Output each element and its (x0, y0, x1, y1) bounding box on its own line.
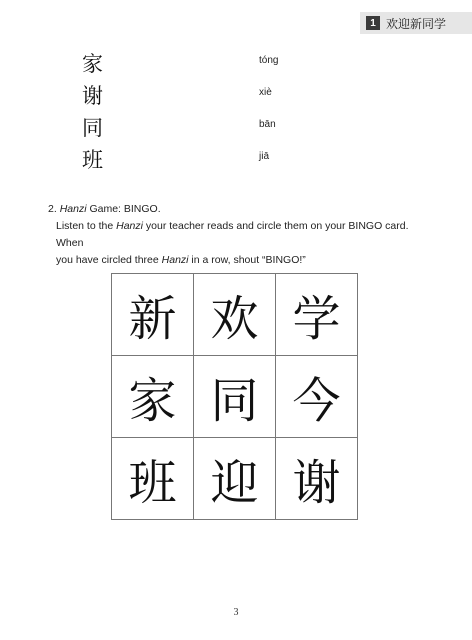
bingo-cell[interactable]: 学 (276, 274, 358, 356)
bingo-row (112, 438, 358, 520)
lesson-number-badge: 1 (366, 16, 380, 30)
bingo-cell[interactable]: 家 (112, 356, 194, 438)
exercise-title-italic: Hanzi (59, 203, 87, 215)
exercise-title-rest: Game: BINGO. (86, 203, 161, 215)
match-pinyin: jiā (259, 151, 270, 162)
instruction-line-2: you have circled three Hanzi in a row, shout “BINGO!” (56, 254, 306, 266)
match-character: 家 (82, 52, 103, 76)
bingo-row (112, 356, 358, 438)
bingo-card (111, 273, 358, 520)
bingo-cell[interactable]: 班 (112, 438, 194, 520)
lesson-title: 欢迎新同学 (386, 16, 447, 31)
instruction-line-1: Listen to the Hanzi your teacher reads and circle them on your BINGO card. When (56, 220, 409, 249)
exercise-number: 2. (48, 203, 57, 215)
page-number: 3 (233, 607, 239, 618)
bingo-cell[interactable]: 新 (112, 274, 194, 356)
match-character: 谢 (82, 84, 103, 108)
match-pinyin: xiè (259, 87, 272, 98)
exercise-instructions (48, 201, 438, 269)
match-character: 同 (82, 116, 103, 140)
bingo-cell[interactable]: 迎 (194, 438, 276, 520)
match-character: 班 (82, 148, 103, 172)
bingo-cell[interactable]: 欢 (194, 274, 276, 356)
bingo-row (112, 274, 358, 356)
bingo-cell[interactable]: 同 (194, 356, 276, 438)
match-pinyin: tóng (259, 55, 279, 66)
exercise-title (48, 201, 438, 218)
match-pinyin: bān (259, 119, 276, 130)
bingo-cell[interactable]: 谢 (276, 438, 358, 520)
bingo-cell[interactable]: 今 (276, 356, 358, 438)
lesson-header (360, 12, 472, 34)
